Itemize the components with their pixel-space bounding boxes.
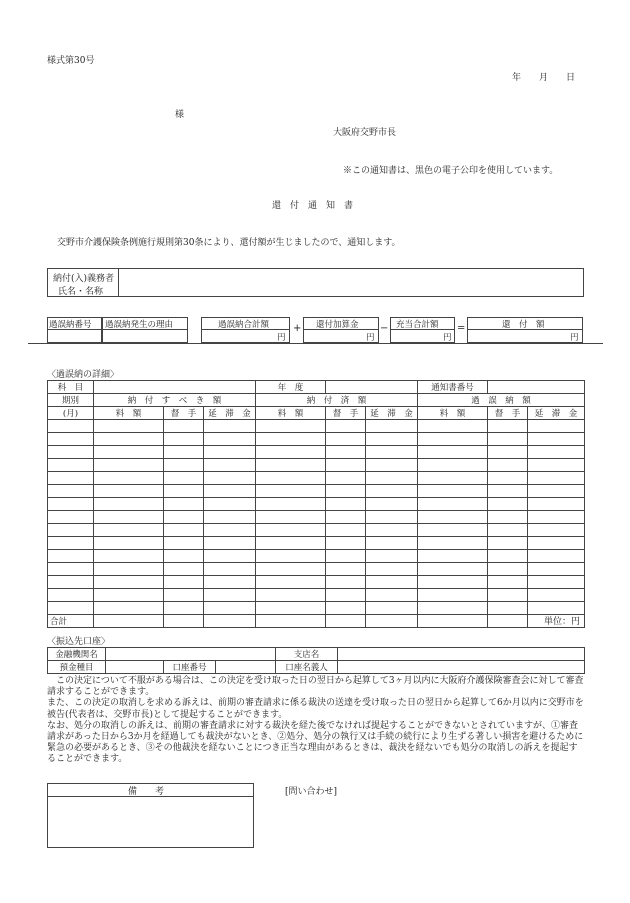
minus-sign: − — [380, 323, 389, 334]
error-number-label: 過誤納番号 — [49, 320, 92, 330]
amount-cell — [366, 511, 418, 524]
amount-cell — [366, 576, 418, 589]
detail-row — [48, 537, 585, 550]
amount-cell — [418, 420, 488, 433]
amount-cell — [326, 446, 366, 459]
amount-cell — [94, 576, 164, 589]
amount-cell — [204, 472, 256, 485]
total-label: 過誤納合計額 — [218, 320, 270, 330]
amount-cell — [418, 498, 488, 511]
amount-cell — [204, 446, 256, 459]
transfer-section-label: 〈振込先口座〉 — [47, 637, 111, 647]
amount-cell — [256, 589, 326, 602]
amount-cell — [164, 498, 204, 511]
paid-header: 納 付 済 額 — [256, 394, 418, 407]
amount-cell — [418, 563, 488, 576]
paid-amount-header: 料 額 — [256, 407, 326, 420]
amount-cell — [94, 433, 164, 446]
amount-cell — [164, 589, 204, 602]
period-cell — [48, 485, 94, 498]
period-cell — [48, 472, 94, 485]
detail-row — [48, 498, 585, 511]
period-cell — [48, 576, 94, 589]
amount-cell — [164, 420, 204, 433]
amount-cell — [94, 615, 164, 628]
amount-cell — [488, 498, 528, 511]
applied-label: 充当合計額 — [396, 320, 439, 330]
unit-label: 単位：円 — [544, 617, 581, 627]
amount-cell — [164, 472, 204, 485]
amount-cell — [326, 485, 366, 498]
amount-cell — [418, 511, 488, 524]
amount-cell — [256, 511, 326, 524]
amount-cell — [488, 563, 528, 576]
document-title: 還 付 通 知 書 — [272, 201, 354, 211]
amount-cell — [256, 602, 326, 615]
amount-cell — [366, 550, 418, 563]
amount-cell — [488, 472, 528, 485]
amount-cell — [204, 576, 256, 589]
amount-cell — [418, 550, 488, 563]
overpaid-header: 過 誤 納 額 — [418, 394, 585, 407]
notice-number-header: 通知書番号 — [418, 381, 488, 394]
amount-cell — [366, 433, 418, 446]
legal-notice — [47, 676, 584, 766]
payer-box — [47, 268, 584, 297]
detail-row — [48, 446, 585, 459]
amount-cell — [528, 524, 585, 537]
transfer-row-1 — [48, 648, 585, 661]
amount-cell — [528, 472, 585, 485]
amount-cell — [94, 485, 164, 498]
amount-cell — [94, 459, 164, 472]
payer-label-1: 納付(入)義務者 — [53, 274, 115, 284]
equals-sign: = — [457, 323, 466, 334]
amount-cell — [164, 511, 204, 524]
amount-cell — [528, 485, 585, 498]
seal-note: ※この通知書は、黒色の電子公印を使用しています。 — [343, 166, 559, 176]
amount-cell — [418, 602, 488, 615]
to-pay-amount-header: 料 額 — [94, 407, 164, 420]
amount-cell — [488, 485, 528, 498]
period-cell — [48, 446, 94, 459]
applied-yen: 円 — [443, 333, 452, 343]
amount-cell — [326, 576, 366, 589]
detail-header-row-2 — [48, 394, 585, 407]
amount-cell — [94, 446, 164, 459]
detail-row — [48, 433, 585, 446]
amount-cell — [326, 550, 366, 563]
amount-cell — [528, 576, 585, 589]
detail-row — [48, 459, 585, 472]
amount-cell — [204, 615, 256, 628]
refund-yen: 円 — [570, 333, 579, 343]
amount-cell — [528, 550, 585, 563]
amount-cell — [94, 524, 164, 537]
amount-cell — [164, 433, 204, 446]
amount-cell — [204, 433, 256, 446]
amount-cell — [164, 524, 204, 537]
recipient-suffix: 様 — [175, 110, 185, 120]
account-holder-label: 口座名義人 — [276, 661, 338, 674]
amount-cell — [256, 485, 326, 498]
detail-row — [48, 576, 585, 589]
amount-cell — [528, 459, 585, 472]
paid-reminder-header: 督 手 — [326, 407, 366, 420]
amount-cell — [204, 589, 256, 602]
bank-value — [106, 648, 276, 661]
period-cell — [48, 511, 94, 524]
amount-cell — [204, 511, 256, 524]
remarks-label: 備 考 — [128, 787, 165, 797]
to-pay-header: 納 付 す べ き 額 — [94, 394, 256, 407]
legal-paragraph-2: また、この決定の取消しを求める訴えは、前期の審査請求に係る裁決の送達を受け取った日の翌日から起算して6か月以内に交野市を被告(代表者は、交野市長)として提起することができます。 — [47, 698, 584, 720]
amount-cell — [256, 550, 326, 563]
bank-label: 金融機関名 — [48, 648, 106, 661]
detail-row — [48, 472, 585, 485]
period-cell — [48, 550, 94, 563]
amount-cell — [488, 511, 528, 524]
amount-cell — [418, 576, 488, 589]
amount-cell — [256, 472, 326, 485]
period-cell — [48, 524, 94, 537]
month-header: (月) — [48, 407, 94, 420]
amount-cell — [488, 615, 528, 628]
amount-cell — [256, 615, 326, 628]
amount-cell — [326, 433, 366, 446]
detail-row — [48, 485, 585, 498]
amount-cell — [204, 485, 256, 498]
amount-cell — [418, 433, 488, 446]
detail-header-row-1 — [48, 381, 585, 394]
amount-cell — [528, 420, 585, 433]
amount-cell — [164, 550, 204, 563]
detail-row — [48, 524, 585, 537]
amount-cell — [94, 537, 164, 550]
amount-cell — [256, 524, 326, 537]
amount-cell — [94, 602, 164, 615]
notice-number-value — [488, 381, 585, 394]
amount-cell — [256, 537, 326, 550]
amount-cell — [528, 511, 585, 524]
amount-cell — [326, 459, 366, 472]
inquiry-label: [問い合わせ] — [285, 787, 338, 797]
overpaid-late-header: 延 滞 金 — [528, 407, 585, 420]
deposit-type-label: 預金種目 — [48, 661, 106, 674]
total-yen: 円 — [277, 333, 286, 343]
amount-cell — [204, 602, 256, 615]
amount-cell — [94, 550, 164, 563]
fiscal-year-header: 年 度 — [256, 381, 326, 394]
reason-label: 過誤納発生の理由 — [105, 320, 174, 330]
amount-cell — [366, 602, 418, 615]
amount-cell — [488, 589, 528, 602]
amount-cell — [366, 485, 418, 498]
amount-cell — [94, 511, 164, 524]
period-header: 期別 — [48, 394, 94, 407]
amount-cell — [326, 615, 366, 628]
amount-cell — [326, 420, 366, 433]
amount-cell — [326, 472, 366, 485]
amount-cell — [94, 563, 164, 576]
period-cell — [48, 602, 94, 615]
amount-cell — [366, 524, 418, 537]
amount-cell — [528, 537, 585, 550]
amount-cell — [204, 498, 256, 511]
account-number-value — [216, 661, 276, 674]
amount-cell — [488, 524, 528, 537]
amount-cell — [204, 550, 256, 563]
amount-cell — [528, 563, 585, 576]
amount-cell — [326, 563, 366, 576]
detail-row — [48, 550, 585, 563]
detail-row — [48, 420, 585, 433]
amount-cell — [418, 537, 488, 550]
amount-cell — [326, 524, 366, 537]
amount-cell — [366, 615, 418, 628]
amount-cell — [256, 433, 326, 446]
amount-cell — [418, 524, 488, 537]
amount-cell — [256, 576, 326, 589]
amount-cell — [164, 563, 204, 576]
detail-table — [47, 380, 585, 628]
deposit-type-value — [106, 661, 164, 674]
amount-cell — [488, 550, 528, 563]
amount-cell — [366, 472, 418, 485]
amount-cell — [256, 563, 326, 576]
added-label: 還付加算金 — [316, 320, 359, 330]
period-cell — [48, 589, 94, 602]
intro-text: 交野市介護保険条例施行規則第30条により、還付額が生じましたので、通知します。 — [57, 238, 401, 248]
amount-cell — [164, 615, 204, 628]
subject-header: 科 目 — [48, 381, 94, 394]
amount-cell — [204, 524, 256, 537]
detail-section-label: 〈過誤納の詳細〉 — [47, 370, 120, 380]
amount-cell — [528, 433, 585, 446]
overpaid-reminder-header: 督 手 — [488, 407, 528, 420]
amount-cell — [418, 472, 488, 485]
period-cell — [48, 537, 94, 550]
amount-cell — [164, 485, 204, 498]
amount-cell — [164, 446, 204, 459]
refund-label: 還 付 額 — [502, 320, 545, 330]
amount-cell — [366, 420, 418, 433]
issue-date: 年 月 日 — [512, 73, 576, 83]
detail-header-row-3 — [48, 407, 585, 420]
period-cell — [48, 459, 94, 472]
period-cell — [48, 420, 94, 433]
amount-cell — [488, 420, 528, 433]
amount-cell — [94, 472, 164, 485]
account-number-label: 口座番号 — [164, 661, 216, 674]
detail-total-row — [48, 615, 585, 628]
paid-late-header: 延 滞 金 — [366, 407, 418, 420]
period-cell: 合計 — [48, 615, 94, 628]
plus-sign: + — [293, 323, 302, 334]
amount-cell — [366, 446, 418, 459]
amount-cell — [326, 537, 366, 550]
period-cell — [48, 433, 94, 446]
detail-row — [48, 589, 585, 602]
transfer-table — [47, 647, 585, 674]
branch-value — [338, 648, 585, 661]
payer-label-2: 氏名・名称 — [58, 287, 104, 297]
legal-paragraph-3: なお、処分の取消しの訴えは、前期の審査請求に対する裁決を経た後でなければ提起することができないとされていますが、①審査請求があった日から3か月を経過しても裁決がないとき、②処分、処分の執行又は手続の続行により生ずる著しい損害を避けるために緊急の必要があるとき、③その他裁決を経ないことにつき正当な理由があるときは、裁決を経ないでも処分の取消しの訴えを提起することができます。 — [47, 720, 584, 765]
amount-cell — [528, 589, 585, 602]
amount-cell — [326, 511, 366, 524]
overpaid-amount-header: 料 額 — [418, 407, 488, 420]
amount-cell — [488, 459, 528, 472]
amount-cell — [488, 602, 528, 615]
amount-cell — [366, 537, 418, 550]
amount-cell — [204, 563, 256, 576]
period-cell — [48, 563, 94, 576]
amount-cell — [164, 602, 204, 615]
amount-cell — [488, 576, 528, 589]
subject-value — [94, 381, 256, 394]
amount-cell — [418, 615, 488, 628]
amount-cell — [164, 537, 204, 550]
amount-cell — [488, 446, 528, 459]
amount-cell — [366, 589, 418, 602]
issuer-name: 大阪府交野市長 — [333, 128, 397, 138]
detail-row — [48, 602, 585, 615]
amount-cell — [418, 485, 488, 498]
detail-row — [48, 511, 585, 524]
amount-cell — [326, 498, 366, 511]
amount-cell — [366, 459, 418, 472]
amount-cell — [204, 420, 256, 433]
amount-cell — [256, 459, 326, 472]
amount-cell — [488, 433, 528, 446]
to-pay-late-header: 延 滞 金 — [204, 407, 256, 420]
amount-cell — [528, 498, 585, 511]
amount-cell — [418, 446, 488, 459]
transfer-row-2 — [48, 661, 585, 674]
amount-cell — [418, 589, 488, 602]
amount-cell — [326, 589, 366, 602]
amount-cell — [488, 537, 528, 550]
account-holder-value — [338, 661, 585, 674]
to-pay-reminder-header: 督 手 — [164, 407, 204, 420]
amount-cell — [94, 420, 164, 433]
amount-cell — [528, 446, 585, 459]
added-yen: 円 — [366, 333, 375, 343]
fiscal-year-value — [326, 381, 418, 394]
amount-cell — [204, 537, 256, 550]
summary-baseline — [28, 343, 603, 344]
amount-cell — [256, 446, 326, 459]
form-number: 様式第30号 — [47, 56, 95, 66]
amount-cell — [366, 498, 418, 511]
period-cell — [48, 498, 94, 511]
branch-label: 支店名 — [276, 648, 338, 661]
amount-cell — [204, 459, 256, 472]
amount-cell — [256, 498, 326, 511]
detail-row — [48, 563, 585, 576]
amount-cell — [164, 459, 204, 472]
amount-cell — [256, 420, 326, 433]
amount-cell — [94, 589, 164, 602]
amount-cell — [164, 576, 204, 589]
amount-cell — [94, 498, 164, 511]
amount-cell — [418, 459, 488, 472]
amount-cell — [528, 602, 585, 615]
amount-cell — [366, 563, 418, 576]
amount-cell — [326, 602, 366, 615]
legal-paragraph-1: この決定について不服がある場合は、この決定を受け取った日の翌日から起算して3ヶ月以内に大阪府介護保険審査会に対して審査請求することができます。 — [47, 676, 584, 698]
